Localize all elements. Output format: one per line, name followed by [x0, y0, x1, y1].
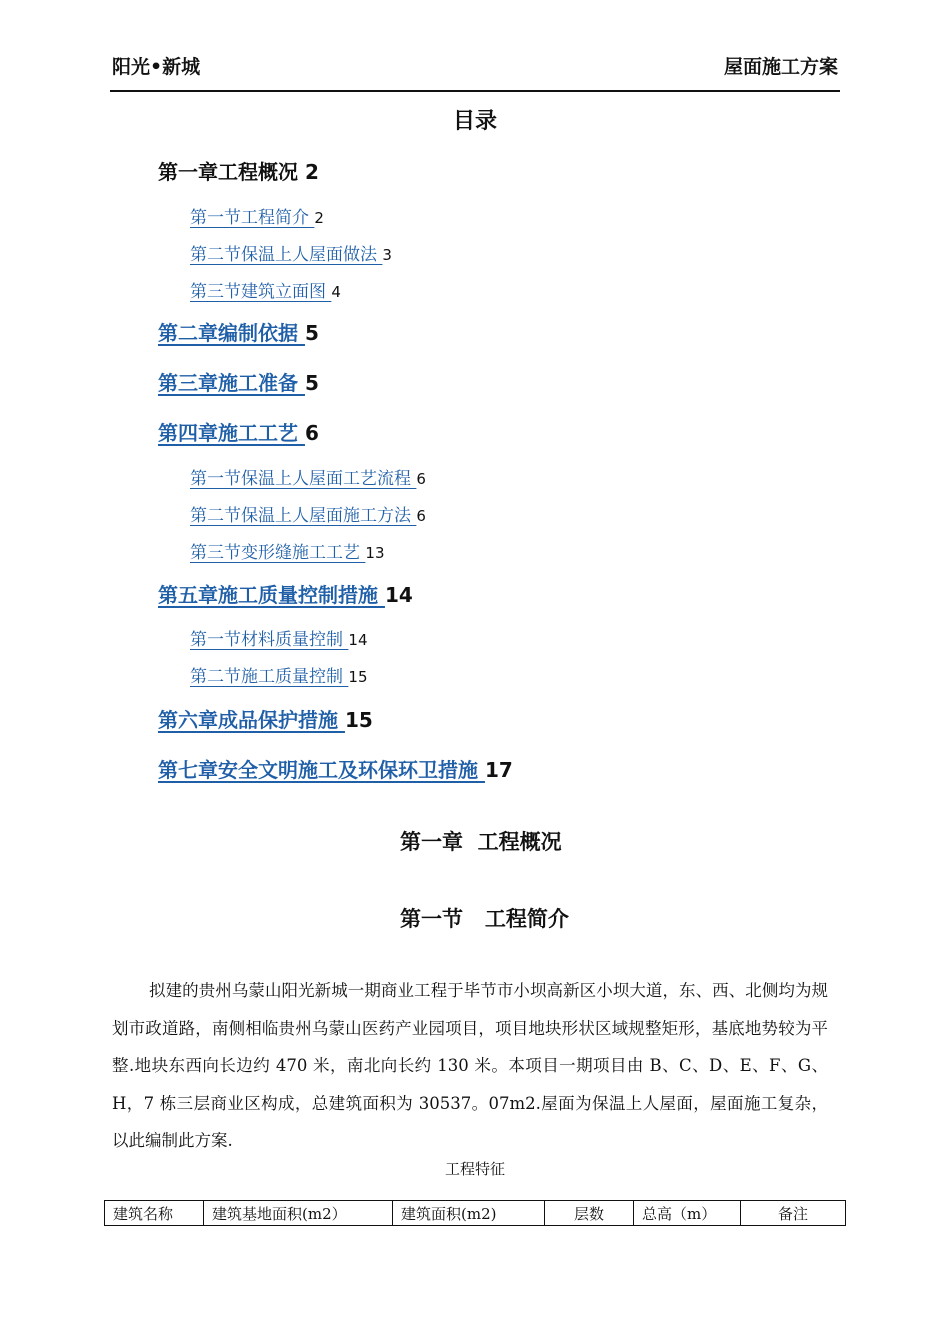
toc-entry-chapter[interactable]	[158, 156, 319, 185]
toc-entry-label[interactable]: 第三节建筑立面图	[190, 282, 326, 302]
toc-entry-label[interactable]: 第七章安全文明施工及环保环卫措施	[158, 758, 478, 782]
toc-entry-page: 5	[304, 321, 319, 345]
toc-entry-chapter[interactable]	[158, 579, 413, 608]
toc-entry-page: 17	[484, 758, 513, 782]
toc-entry-section[interactable]	[190, 203, 324, 228]
toc-title: 目录	[452, 109, 497, 134]
toc-entry-page: 13	[365, 544, 385, 562]
toc-entry-page: 6	[416, 470, 426, 488]
toc-entry-label[interactable]: 第三章施工准备	[158, 371, 298, 395]
toc-entry-chapter[interactable]	[158, 417, 319, 446]
toc-entry-label[interactable]: 第二节施工质量控制	[190, 667, 343, 687]
toc-entry-page: 15	[344, 708, 373, 732]
intro-paragraph: 拟建的贵州乌蒙山阳光新城一期商业工程于毕节市小坝高新区小坝大道，东、西、北侧均为规划市政道路，南侧相临贵州乌蒙山医药产业园项目，项目地块形状区域规整矩形，基底地势较为平整.地块东西向长边约 470 米，南北向长约 130 米。本项目一期项目由 B、C、D、E、F、G、H，7 栋三层商业区构成，总建筑面积为 30537。07m2.屋面为保温上人屋面，屋面施工复杂，以此编制此方案.	[112, 981, 828, 1150]
toc-entry-page: 5	[304, 371, 319, 395]
table-header-row	[105, 1201, 846, 1226]
toc-entry-page: 6	[416, 507, 426, 525]
table-header-cell: 建筑基地面积(m2）	[204, 1201, 393, 1226]
features-table	[104, 1200, 846, 1226]
toc-entry-section[interactable]	[190, 662, 368, 687]
toc-entry-label[interactable]: 第三节变形缝施工工艺	[190, 543, 360, 563]
toc-entry-label[interactable]: 第二节保温上人屋面做法	[190, 245, 377, 265]
toc-entry-page: 2	[314, 209, 324, 227]
toc-entry-page: 15	[348, 668, 368, 686]
table-header-cell: 备注	[741, 1201, 846, 1226]
toc-entry-section[interactable]	[190, 625, 368, 650]
page-header	[110, 50, 840, 92]
toc-entry-chapter[interactable]	[158, 317, 319, 346]
toc-entry-chapter[interactable]	[158, 704, 373, 733]
toc-entry-chapter[interactable]	[158, 367, 319, 396]
header-document-title: 屋面施工方案	[723, 56, 838, 78]
toc-entry-section[interactable]	[190, 538, 385, 563]
toc-entry-page: 4	[331, 283, 341, 301]
toc-entry-label[interactable]: 第一节材料质量控制	[190, 630, 343, 650]
table-header-cell: 层数	[545, 1201, 634, 1226]
toc-entry-label[interactable]: 第二章编制依据	[158, 321, 298, 345]
toc-entry-section[interactable]	[190, 277, 341, 302]
toc-entry-label[interactable]: 第一章工程概况	[158, 160, 298, 184]
toc-entry-page: 14	[348, 631, 368, 649]
table-header-cell: 总高（m）	[634, 1201, 741, 1226]
toc-entry-chapter[interactable]	[158, 754, 513, 783]
toc-entry-label[interactable]: 第一节工程简介	[190, 208, 309, 228]
toc-entry-page: 14	[384, 583, 413, 607]
table-header-cell: 建筑名称	[105, 1201, 204, 1226]
toc-entry-page: 6	[304, 421, 319, 445]
chapter-heading: 第一章 工程概况	[400, 830, 562, 854]
toc-entry-section[interactable]	[190, 464, 426, 489]
toc-entry-label[interactable]: 第一节保温上人屋面工艺流程	[190, 469, 411, 489]
header-project-name: 阳光•新城	[112, 56, 201, 78]
toc-entry-label[interactable]: 第五章施工质量控制措施	[158, 583, 378, 607]
table-caption: 工程特征	[444, 1160, 505, 1178]
toc-entry-label[interactable]: 第二节保温上人屋面施工方法	[190, 506, 411, 526]
toc-entry-label[interactable]: 第六章成品保护措施	[158, 708, 338, 732]
table-header-cell: 建筑面积(m2)	[393, 1201, 545, 1226]
toc-entry-page: 3	[382, 246, 392, 264]
toc-entry-section[interactable]	[190, 240, 392, 265]
toc-entry-label[interactable]: 第四章施工工艺	[158, 421, 298, 445]
toc-entry-section[interactable]	[190, 501, 426, 526]
section-heading: 第一节 工程简介	[400, 907, 569, 931]
toc-entry-page: 2	[304, 160, 319, 184]
